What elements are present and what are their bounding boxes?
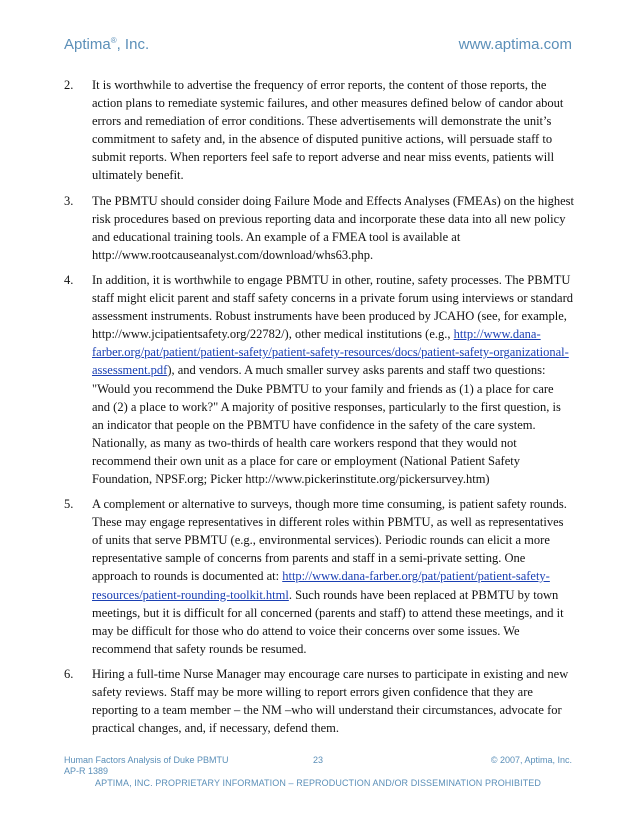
list-item [64,76,574,185]
page-footer [64,755,572,789]
item-text-continued: ), and vendors. A much smaller survey asks parents and staff two questions: "Would you recommend the Duke PBMTU to your family and friends as (1) a place for care and (2) a place to work?" A majority of positive responses, particularly to the first question, is an indicator that people on the PBMTU have confidence in the safety of the care system. Nationally, as many as two-thirds of health care workers respond that they would not recommend their own unit as a place for care or employment (National Patient Safety Foundation, NPSF.org; Picker http://www.pickerinstitute.org/pickersurvey.htm) [92,363,561,486]
item-text: Hiring a full-time Nurse Manager may encourage care nurses to participate in existing and new safety reviews. Staff may be more willing to report errors given confidence that they are reporting to a team member – the NM –who will understand their circumstances, advocate for practical changes, and, if necessary, defend them. [92,666,569,736]
item-number: 2. [64,78,74,92]
item-text: The PBMTU should consider doing Failure Mode and Effects Analyses (FMEAs) on the highest risk procedures based on previous reporting data and incorporate these data into all new policy and educational training tools. An example of a FMEA tool is available at http://www.rootcauseanalyst.com/download/whs63.php. [92,193,575,262]
item-number: 4. [64,272,74,287]
company-website: www.aptima.com [458,36,572,53]
item-text: It is worthwhile to advertise the frequency of error reports, the content of those reports, the action plans to remediate systemic failures, and other measures defined below of candor about errors and remediation of error conditions. These advertisements will demonstrate the unit’s commitment to safety and, in the absence of disputed punitive actions, will persuade staff to submit reports. When reporters feel safe to report adverse and near miss events, patients will ultimately benefit. [92,78,564,183]
dana-farber-assessment-link[interactable]: http://www.dana-farber.org/pat/patient/patient-safety/patient-safety-resources/docs/patient-safety-organizational-assessment.pdf [92,327,569,378]
item-number: 6. [64,666,74,681]
item-number: 3. [64,193,74,208]
document-title: Human Factors Analysis of Duke PBMTU [64,755,229,765]
item-number: 5. [64,497,74,512]
item-text: In addition, it is worthwhile to engage PBMTU in other, routine, safety processes. The PBMTU staff might elicit parent and staff safety concerns in a private forum using interviews or standard assessment instruments. Robust instruments have been produced by JCAHO (see, for example, http://www.jcipatientsafety.org/22782/), other medical institutions (e.g., [92,272,573,342]
page-number: 23 [312,755,323,765]
page-header [64,36,572,58]
rounding-toolkit-link[interactable]: http://www.dana-farber.org/pat/patient/patient-safety-resources/patient-rounding-toolkit.html [92,569,550,602]
list-item [64,271,574,488]
item-text-continued: . Such rounds have been replaced at PBMTU by town meetings, but it is difficult for all concerned (parents and staff) to attend these meetings, and it may be difficult for those who do attend to voice their concerns over some issues. We recommend that safety rounds be resumed. [92,587,564,656]
registered-mark: ® [110,36,117,45]
company-name: Aptima®, Inc. [64,36,150,53]
item-text: A complement or alternative to surveys, though more time consuming, is patient safety rounds. These may engage representatives in different roles within PBMTU, as well as representatives of units that serve PBMTU (e.g., environmental services). Periodic rounds can elicit a more representative sample of concerns from parents and staff in a semi-private setting. One approach to rounds is documented at: [92,497,567,584]
list-item [64,665,574,737]
copyright: © 2007, Aptima, Inc. [490,755,572,765]
list-item [64,495,574,658]
list-item [64,192,574,264]
document-id: AP-R 1389 [64,766,109,776]
proprietary-notice: APTIMA, INC. PROPRIETARY INFORMATION – REPRODUCTION AND/OR DISSEMINATION PROHIBITED [94,778,541,788]
recommendation-list [64,76,574,744]
